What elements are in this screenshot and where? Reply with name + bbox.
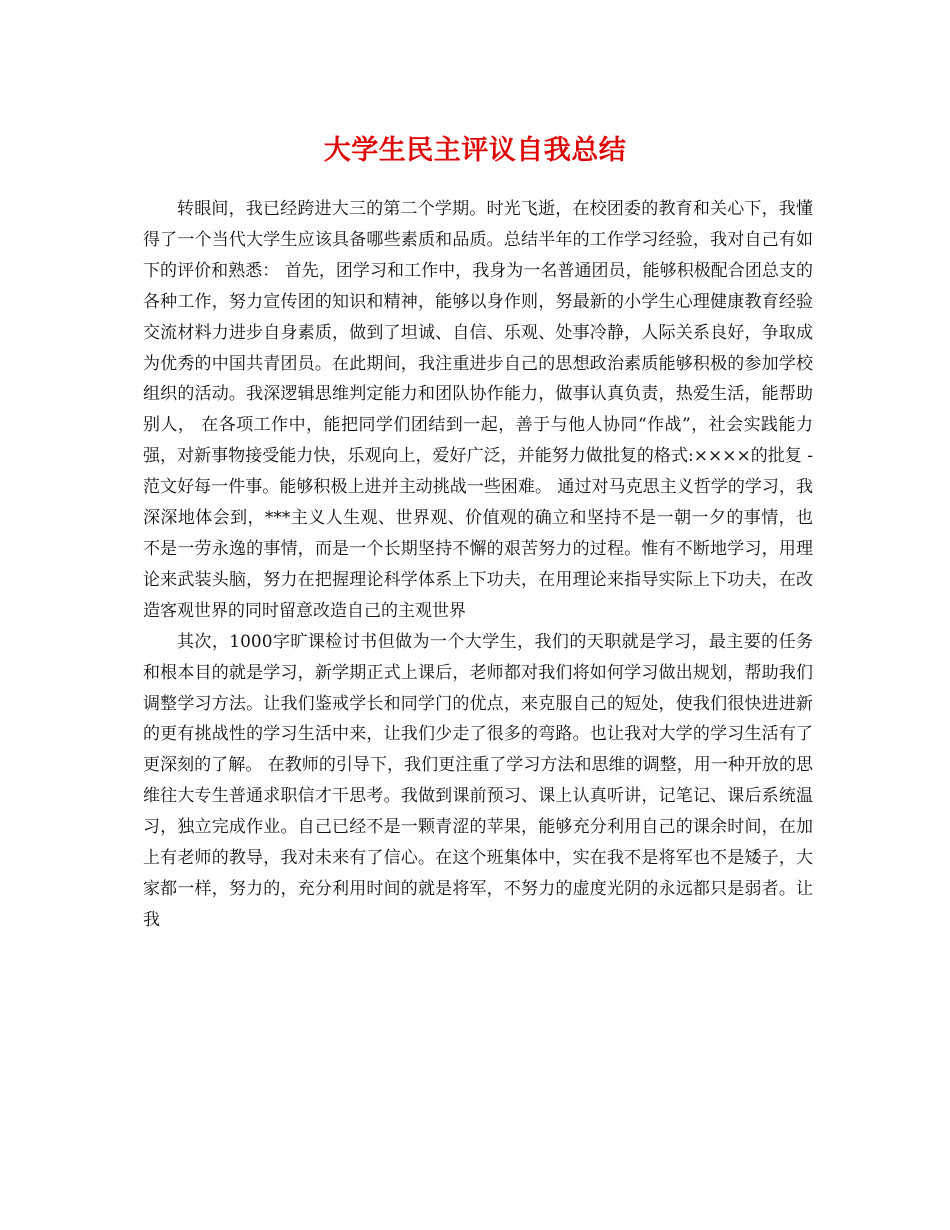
paragraph-1: 转眼间，我已经跨进大三的第二个学期。时光飞逝，在校团委的教育和关心下，我懂得了一个当代大学生应该具备哪些素质和品质。总结半年的工作学习经验，我对自己有如下的评价和熟悉： 首先，团学习和工作中，我身为一名普通团员，能够积极配合团总支的各种工作，努力宣传团的知识和精神，能够以身作则，努最新的小学生心理健康教育经验交流材料力进步自身素质，做到了坦诚、自信、乐观、处事冷静，人际关系良好，争取成为优秀的中国共青团员。在此期间，我注重进步自己的思想政治素质能够积极的参加学校组织的活动。我深逻辑思维判定能力和团队协作能力，做事认真负责，热爱生活，能帮助别人， 在各项工作中，能把同学们团结到一起，善于与他人协同“作战”，社会实践能力强，对新事物接受能力快，乐观向上，爱好广泛，并能努力做批复的格式:××××的批复 -范文好每一件事。能够积极上进并主动挑战一些困难。 通过对马克思主义哲学的学习，我深深地体会到，***主义人生观、世界观、价值观的确立和坚持不是一朝一夕的事情，也不是一劳永逸的事情，而是一个长期坚持不懈的艰苦努力的过程。惟有不断地学习，用理论来武装头脑，努力在把握理论科学体系上下功夫，在用理论来指导实际上下功夫，在改造客观世界的同时留意改造自己的主观世界 (143, 199, 813, 621)
document-body (143, 194, 813, 936)
document-title: 大学生民主评议自我总结 (323, 135, 627, 166)
paragraph-2: 其次，1000字旷课检讨书但做为一个大学生，我们的天职就是学习，最主要的任务和根本目的就是学习，新学期正式上课后，老师都对我们将如何学习做出规划，帮助我们调整学习方法。让我们鉴戒学长和同学门的优点，来克服自己的短处，使我们很快进进新的更有挑战性的学习生活中来，让我们少走了很多的弯路。也让我对大学的学习生活有了更深刻的了解。 在教师的引导下，我们更注重了学习方法和思维的调整，用一种开放的思维往大专生普通求职信才干思考。我做到课前预习、课上认真听讲，记笔记、课后系统温习，独立完成作业。自己已经不是一颗青涩的苹果，能够充分利用自己的课余时间，在加上有老师的教导，我对未来有了信心。在这个班集体中，实在我不是将军也不是矮子，大家都一样，努力的，充分利用时间的就是将军，不努力的虚度光阴的永远都只是弱者。让我 (143, 631, 813, 930)
